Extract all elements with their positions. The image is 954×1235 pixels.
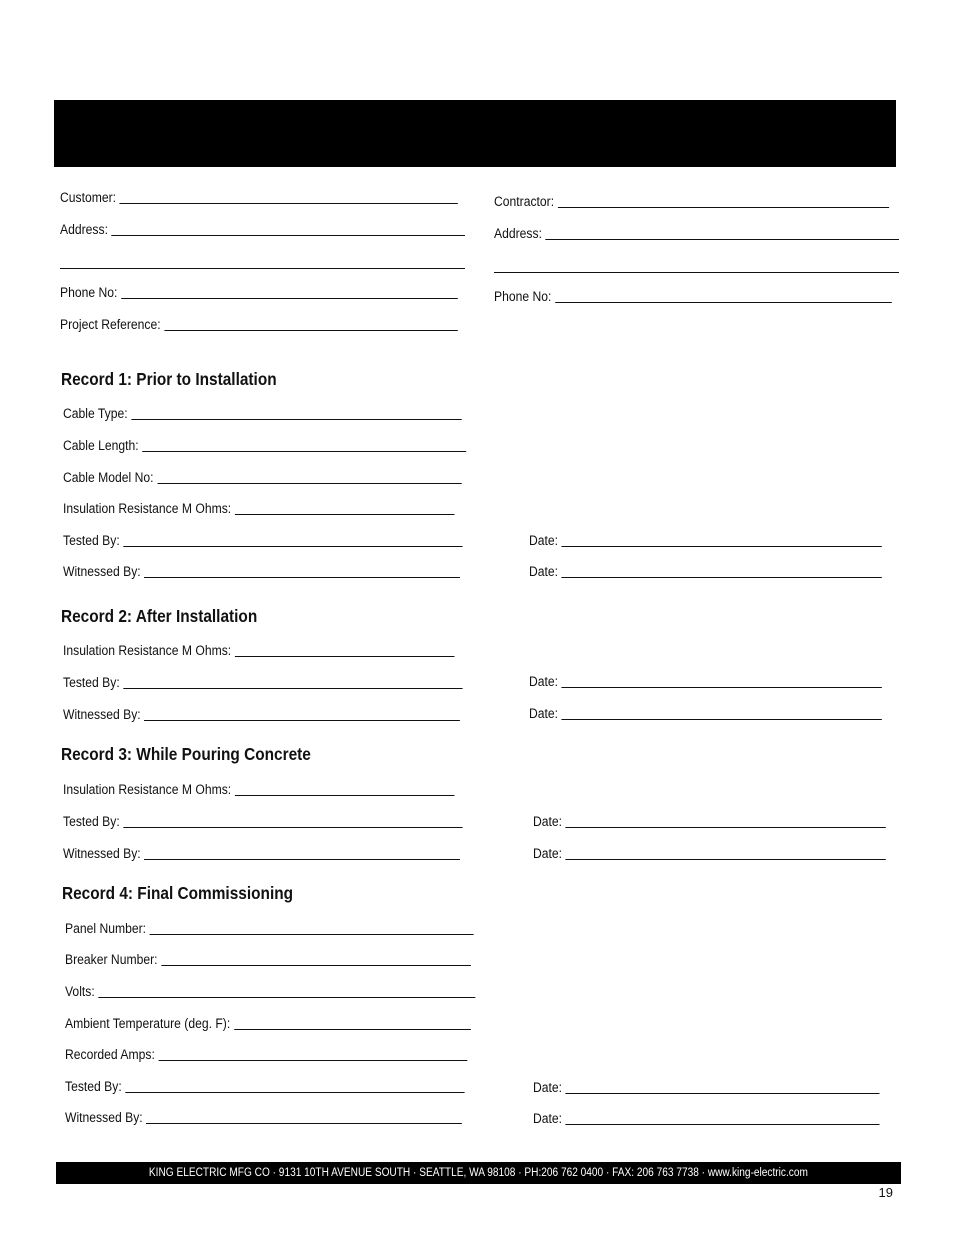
breaker-number-label: Breaker Number: <box>65 952 158 967</box>
record3-witnessed-date-label: Date: <box>533 846 563 861</box>
customer-label: Customer: <box>60 190 117 205</box>
record2-witnessed-date-line[interactable] <box>562 707 882 720</box>
record4-title: Record 4: Final Commissioning <box>62 883 294 903</box>
record4-tested-date-label: Date: <box>533 1080 563 1095</box>
record4-witnessed-date-field[interactable] <box>533 1111 880 1127</box>
record2-tested-date-label: Date: <box>529 674 559 689</box>
record3-tested-by-line[interactable] <box>123 815 462 828</box>
contractor-phone-label: Phone No: <box>494 289 552 304</box>
footer-address: KING ELECTRIC MFG CO · 9131 10TH AVENUE SOUTH · SEATTLE, WA 98108 · PH:206 762 0400 · FAX: 206 763 7738 · www.king-electric.com <box>148 1167 808 1179</box>
record4-witnessed-date-line[interactable] <box>566 1112 880 1125</box>
contractor-label: Contractor: <box>494 194 555 209</box>
cable-type-line[interactable] <box>131 407 461 420</box>
customer-address-label: Address: <box>60 222 108 237</box>
record1-tested-date-line[interactable] <box>562 534 882 547</box>
record1-witnessed-date-field[interactable] <box>529 564 882 580</box>
record3-tested-by-label: Tested By: <box>63 814 120 829</box>
record1-tested-by-field[interactable] <box>63 533 463 549</box>
record2-witnessed-date-label: Date: <box>529 706 559 721</box>
record1-tested-by-label: Tested By: <box>63 533 120 548</box>
record3-tested-date-line[interactable] <box>566 815 886 828</box>
record2-tested-date-field[interactable] <box>529 674 882 690</box>
record3-witnessed-by-label: Witnessed By: <box>63 846 141 861</box>
cable-length-label: Cable Length: <box>63 438 139 453</box>
record2-insulation-label: Insulation Resistance M Ohms: <box>63 643 232 658</box>
recorded-amps-line[interactable] <box>158 1048 467 1061</box>
record1-witnessed-by-line[interactable] <box>144 565 460 578</box>
record1-witnessed-by-field[interactable] <box>63 564 460 580</box>
cable-length-field[interactable] <box>63 438 466 454</box>
panel-number-field[interactable] <box>65 921 474 937</box>
header-bar <box>54 100 896 167</box>
record2-witnessed-date-field[interactable] <box>529 706 882 722</box>
record2-insulation-field[interactable] <box>63 643 455 659</box>
record4-tested-date-field[interactable] <box>533 1080 880 1096</box>
contractor-address-line-2[interactable] <box>494 272 899 273</box>
record1-witnessed-date-line[interactable] <box>562 565 882 578</box>
record1-insulation-field[interactable] <box>63 501 455 517</box>
contractor-phone-line[interactable] <box>555 290 892 303</box>
recorded-amps-label: Recorded Amps: <box>65 1047 155 1062</box>
record4-tested-date-line[interactable] <box>566 1081 880 1094</box>
record1-title: Record 1: Prior to Installation <box>61 369 277 389</box>
record3-witnessed-date-line[interactable] <box>566 847 886 860</box>
record3-insulation-line[interactable] <box>235 783 455 796</box>
record3-insulation-label: Insulation Resistance M Ohms: <box>63 782 232 797</box>
record1-insulation-label: Insulation Resistance M Ohms: <box>63 501 232 516</box>
record4-tested-by-line[interactable] <box>125 1080 464 1093</box>
record2-witnessed-by-label: Witnessed By: <box>63 707 141 722</box>
contractor-line[interactable] <box>558 195 889 208</box>
record3-tested-date-field[interactable] <box>533 814 886 830</box>
project-reference-field[interactable] <box>60 317 458 333</box>
contractor-address-label: Address: <box>494 226 542 241</box>
record3-witnessed-by-line[interactable] <box>144 847 460 860</box>
panel-number-line[interactable] <box>150 922 474 935</box>
record3-witnessed-by-field[interactable] <box>63 846 460 862</box>
breaker-number-line[interactable] <box>161 953 471 966</box>
project-reference-line[interactable] <box>164 318 458 331</box>
ambient-temperature-field[interactable] <box>65 1016 471 1032</box>
record1-insulation-line[interactable] <box>235 502 455 515</box>
page-number: 19 <box>878 1185 893 1200</box>
ambient-temperature-line[interactable] <box>234 1017 471 1030</box>
record4-tested-by-label: Tested By: <box>65 1079 122 1094</box>
record3-tested-by-field[interactable] <box>63 814 463 830</box>
footer-bar <box>56 1162 901 1184</box>
record1-tested-date-field[interactable] <box>529 533 882 549</box>
record2-tested-date-line[interactable] <box>562 675 882 688</box>
customer-address-field[interactable] <box>60 222 465 238</box>
project-reference-label: Project Reference: <box>60 317 161 332</box>
record2-tested-by-line[interactable] <box>123 676 462 689</box>
record4-witnessed-by-line[interactable] <box>146 1111 462 1124</box>
customer-phone-field[interactable] <box>60 285 458 301</box>
cable-length-line[interactable] <box>142 439 466 452</box>
record4-tested-by-field[interactable] <box>65 1079 465 1095</box>
ambient-temperature-label: Ambient Temperature (deg. F): <box>65 1016 231 1031</box>
contractor-address-line[interactable] <box>546 227 899 240</box>
record3-title: Record 3: While Pouring Concrete <box>61 744 311 764</box>
record2-tested-by-label: Tested By: <box>63 675 120 690</box>
contractor-field[interactable] <box>494 194 889 210</box>
breaker-number-field[interactable] <box>65 952 471 968</box>
record4-witnessed-by-field[interactable] <box>65 1110 462 1126</box>
volts-field[interactable] <box>65 984 475 1000</box>
record4-witnessed-by-label: Witnessed By: <box>65 1110 143 1125</box>
volts-label: Volts: <box>65 984 95 999</box>
record2-title: Record 2: After Installation <box>61 606 258 626</box>
cable-type-label: Cable Type: <box>63 406 128 421</box>
cable-model-line[interactable] <box>157 471 462 484</box>
record1-witnessed-date-label: Date: <box>529 564 559 579</box>
record2-tested-by-field[interactable] <box>63 675 463 691</box>
record3-tested-date-label: Date: <box>533 814 563 829</box>
customer-address-line[interactable] <box>112 223 465 236</box>
record2-witnessed-by-line[interactable] <box>144 708 460 721</box>
panel-number-label: Panel Number: <box>65 921 147 936</box>
customer-line[interactable] <box>120 191 458 204</box>
record3-insulation-field[interactable] <box>63 782 455 798</box>
cable-model-label: Cable Model No: <box>63 470 154 485</box>
cable-type-field[interactable] <box>63 406 462 422</box>
record3-witnessed-date-field[interactable] <box>533 846 886 862</box>
record2-insulation-line[interactable] <box>235 644 455 657</box>
customer-field[interactable] <box>60 190 458 206</box>
record1-tested-date-label: Date: <box>529 533 559 548</box>
record1-tested-by-line[interactable] <box>123 534 462 547</box>
contractor-address-field[interactable] <box>494 226 899 242</box>
record4-witnessed-date-label: Date: <box>533 1111 563 1126</box>
customer-phone-line[interactable] <box>121 286 458 299</box>
contractor-phone-field[interactable] <box>494 289 892 305</box>
record1-witnessed-by-label: Witnessed By: <box>63 564 141 579</box>
volts-line[interactable] <box>98 985 475 998</box>
customer-address-line-2[interactable] <box>60 268 465 269</box>
record2-witnessed-by-field[interactable] <box>63 707 460 723</box>
customer-phone-label: Phone No: <box>60 285 118 300</box>
recorded-amps-field[interactable] <box>65 1047 467 1063</box>
cable-model-field[interactable] <box>63 470 462 486</box>
